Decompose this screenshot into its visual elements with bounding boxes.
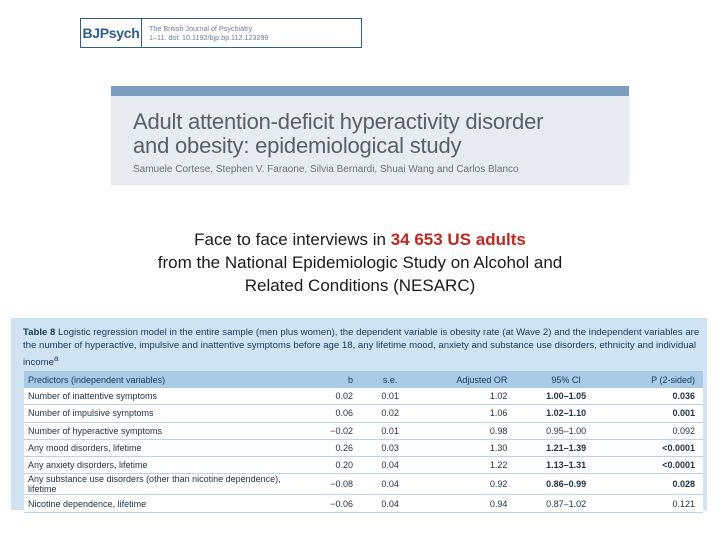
table-row	[24, 422, 703, 439]
article-authors: Samuele Cortese, Stephen V. Faraone, Silvia Bernardi, Shuai Wang and Carlos Blanco	[133, 164, 519, 175]
caption-line2: from the National Epidemiologic Study on Alcohol and	[157, 253, 563, 272]
table-cell: 0.92	[423, 474, 521, 495]
table-cell: −0.08	[295, 474, 357, 495]
table-cell: 0.036	[611, 388, 703, 405]
table-caption	[23, 326, 703, 369]
article-title	[133, 110, 543, 158]
results-table	[24, 371, 703, 513]
table-cell: 0.04	[357, 474, 423, 495]
journal-meta	[142, 24, 269, 42]
table-cell: 0.028	[611, 474, 703, 495]
table-cell: Nicotine dependence, lifetime	[24, 495, 295, 512]
table-description: Logistic regression model in the entire sample (men plus women), the dependent variable is obesity rate (at Wave 2) and the independent variables are the number of hyperactive, impulsive and inattentive symptoms before age 18, any lifetime mood, anxiety and substance use disorders, ethnicity and individual income	[23, 327, 700, 369]
table-header-cell: s.e.	[357, 371, 423, 388]
article-title-banner	[111, 86, 629, 185]
caption-line3: Related Conditions (NESARC)	[244, 276, 476, 295]
table-row	[24, 439, 703, 456]
caption-line1-text: Face to face interviews in	[194, 230, 391, 249]
slide-caption	[0, 228, 720, 297]
table-row	[24, 457, 703, 474]
table-cell: 0.26	[295, 439, 357, 456]
table-row	[24, 388, 703, 405]
table-cell: 1.21–1.39	[521, 439, 611, 456]
journal-name: The British Journal of Psychiatry	[149, 24, 253, 33]
table-cell: 0.121	[611, 495, 703, 512]
table-row	[24, 474, 703, 495]
table-cell: 0.94	[423, 495, 521, 512]
table-cell: 0.04	[357, 495, 423, 512]
table-cell: 0.03	[357, 439, 423, 456]
table-cell: Number of hyperactive symptoms	[24, 422, 295, 439]
journal-doi: 1–11. doi: 10.1192/bjp.bp.112.123299	[149, 33, 269, 42]
table-cell: 0.98	[423, 422, 521, 439]
journal-logo: BJPsych	[81, 19, 142, 47]
table-cell: 0.95–1.00	[521, 422, 611, 439]
table-cell: −0.02	[295, 422, 357, 439]
table-cell: Number of impulsive symptoms	[24, 405, 295, 422]
table-cell: 1.02–1.10	[521, 405, 611, 422]
table-header-cell: b	[295, 371, 357, 388]
table-cell: <0.0001	[611, 457, 703, 474]
table-cell: 1.00–1.05	[521, 388, 611, 405]
article-title-line2: and obesity: epidemiological study	[133, 133, 462, 158]
table-cell: 1.30	[423, 439, 521, 456]
table-cell: 0.092	[611, 422, 703, 439]
table-cell: 0.06	[295, 405, 357, 422]
table-cell: 1.06	[423, 405, 521, 422]
table-cell: −0.06	[295, 495, 357, 512]
journal-header	[80, 18, 362, 48]
table-cell: 0.86–0.99	[521, 474, 611, 495]
table-header-cell: Adjusted OR	[423, 371, 521, 388]
table-header-cell: P (2-sided)	[611, 371, 703, 388]
article-title-line1: Adult attention-deficit hyperactivity disorder	[133, 109, 544, 134]
table-cell: 1.02	[423, 388, 521, 405]
table-row	[24, 405, 703, 422]
table-cell: Any substance use disorders (other than nicotine dependence), lifetime	[24, 474, 295, 495]
table-cell: 1.13–1.31	[521, 457, 611, 474]
table-cell: Number of inattentive symptoms	[24, 388, 295, 405]
table-cell: Any mood disorders, lifetime	[24, 439, 295, 456]
table-cell: 0.87–1.02	[521, 495, 611, 512]
table-cell: 0.04	[357, 457, 423, 474]
table-cell: 1.22	[423, 457, 521, 474]
table-cell: 0.02	[295, 388, 357, 405]
table-cell: 0.01	[357, 422, 423, 439]
table-row	[24, 495, 703, 512]
caption-line1	[0, 228, 720, 251]
caption-highlight: 34 653 US adults	[390, 230, 526, 249]
table-cell: Any anxiety disorders, lifetime	[24, 457, 295, 474]
table-label: Table 8	[23, 327, 56, 338]
table-cell: <0.0001	[611, 439, 703, 456]
table-cell: 0.001	[611, 405, 703, 422]
table-cell: 0.02	[357, 405, 423, 422]
table-footnote-mark: a	[53, 354, 59, 363]
table-cell: 0.20	[295, 457, 357, 474]
table-header-row	[24, 371, 703, 388]
table-panel	[11, 318, 707, 510]
table-header-cell: Predictors (independent variables)	[24, 371, 295, 388]
table-header-cell: 95% CI	[521, 371, 611, 388]
table-cell: 0.01	[357, 388, 423, 405]
